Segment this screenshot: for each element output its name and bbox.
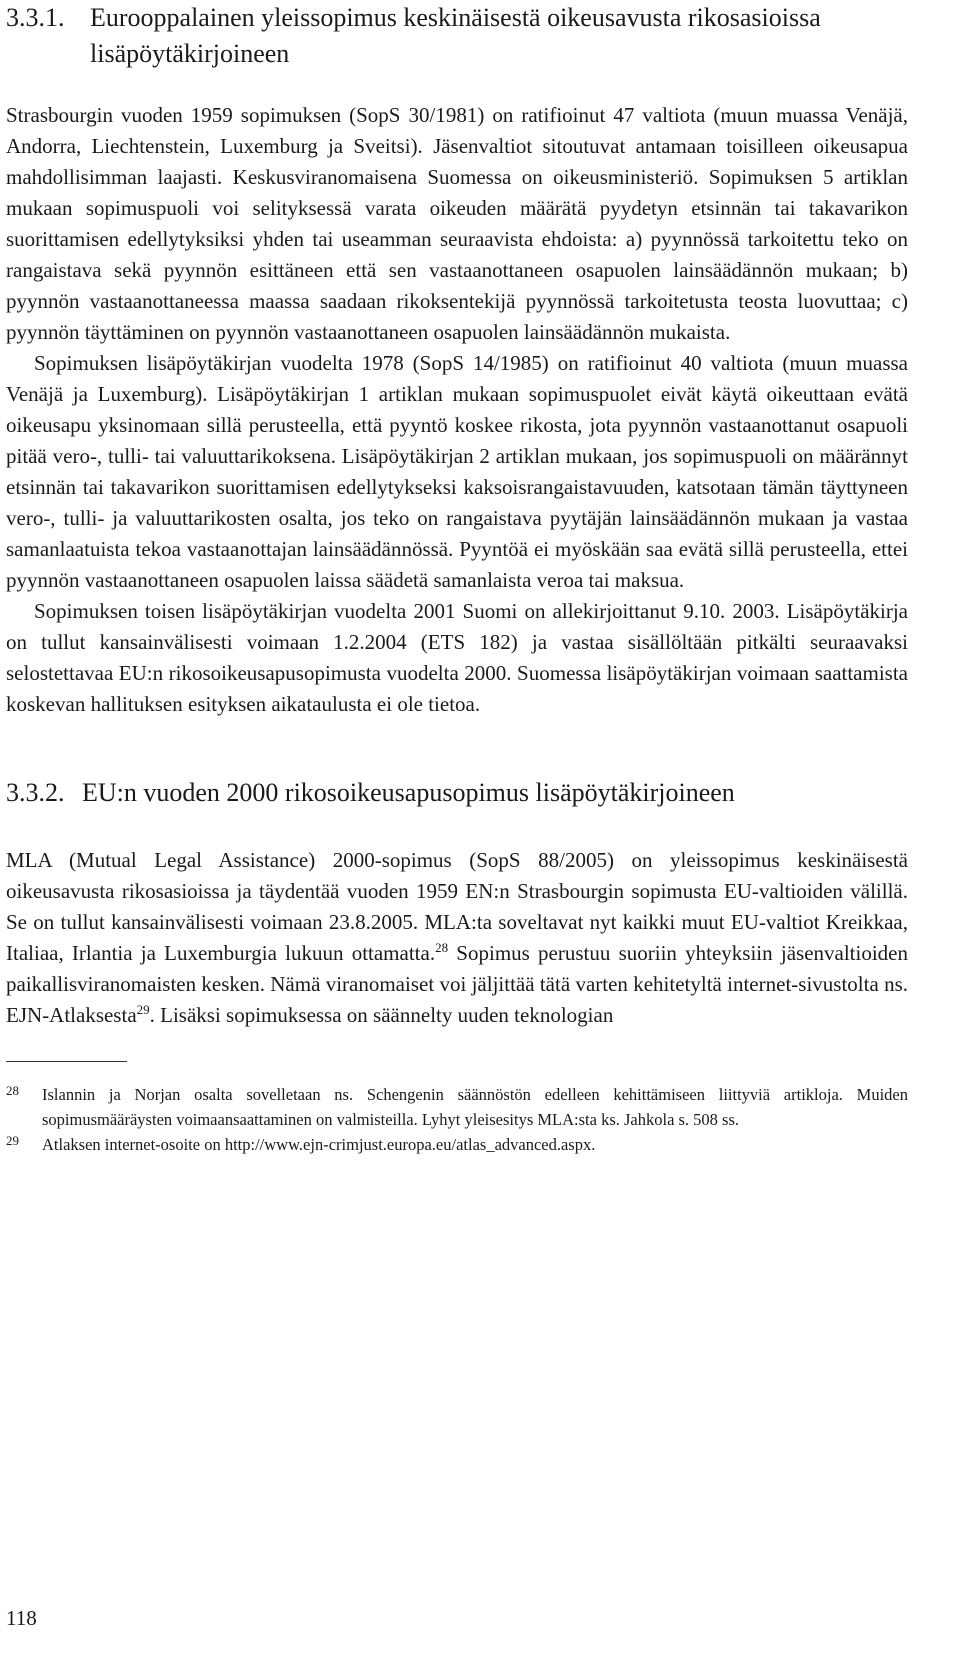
section-heading-3-3-1: [6, 0, 908, 72]
footnotes: [6, 1082, 908, 1157]
footnote-28: [6, 1082, 908, 1132]
footnote-text: Atlaksen internet-osoite on http://www.ejn-crimjust.europa.eu/atlas_advanced.aspx.: [42, 1135, 596, 1154]
paragraph-text: . Lisäksi sopimuksessa on säännelty uuden teknologian: [149, 1003, 614, 1027]
footnote-text: Islannin ja Norjan osalta sovelletaan ns. Schengenin säännöstön edelleen kehittämiseen liittyviä artikloja. Muiden sopimusmääräysten voimaansaattaminen on valmisteilla. Lyhyt yleisesitys MLA:sta ks. Jahkola s. 508 ss.: [42, 1085, 908, 1129]
section-heading-3-3-2: [6, 775, 908, 811]
paragraph-text: MLA (Mutual Legal Assistance) 2000-sopimus (SopS 88/2005) on yleissopimus keskinäisestä oikeusavusta rikosasioissa ja täydentää vuoden 1959 EN:n Strasbourgin sopimusta EU-valtioiden välillä. Se on tullut kansainvälisesti voimaan 23.8.2005. MLA:ta soveltavat nyt kaikki muut EU-valtiot Kreikkaa, Italiaa, Irlantia ja Luxemburgia lukuun ottamatta.: [6, 848, 908, 965]
footnote-divider: [6, 1061, 127, 1062]
document-page: [6, 0, 908, 1157]
page-number: 118: [6, 1606, 37, 1630]
section-number: 3.3.2.: [6, 778, 65, 807]
paragraph-second-protocol-2001: Sopimuksen toisen lisäpöytäkirjan vuodelta 2001 Suomi on allekirjoittanut 9.10. 2003. Lisäpöytäkirja on tullut kansainvälisesti voimaan 1.2.2004 (ETS 182) ja vastaa sisällöltään pitkälti seuraavaksi selostettavaa EU:n rikosoikeusapusopimusta vuodelta 2000. Suomessa lisäpöytäkirjan voimaan saattamista koskevan hallituksen esityksen aikataulusta ei ole tietoa.: [6, 599, 908, 716]
paragraph-strasbourg-1959: Strasbourgin vuoden 1959 sopimuksen (SopS 30/1981) on ratifioinut 47 valtiota (muun muassa Venäjä, Andorra, Liechtenstein, Luxemburg ja Sveitsi). Jäsenvaltiot sitoutuvat antamaan toisilleen oikeusapua mahdollisimman laajasti. Keskusviranomaisena Suomessa on oikeusministeriö. Sopimuksen 5 artiklan mukaan sopimuspuoli voi selityksessä varata oikeuden määrätä pyydetyn etsinnän tai takavarikon suorittamisen edellytyksiksi yhden tai useamman seuraavista ehdoista: a) pyynnössä tarkoitettu teko on rangaistava sekä pyynnön esittäneen että sen vastaanottaneen osapuolen lainsäädännön mukaan; b) pyynnön vastaanottaneessa maassa saadaan rikoksentekijä pyynnössä tarkoitetusta teosta luovuttaa; c) pyynnön täyttäminen on pyynnön vastaanottaneen osapuolen lainsäädännön mukaista.: [6, 103, 908, 344]
paragraph-text: Sopimus perustuu suoriin yhteyksiin jäsenvaltioiden paikallisviranomaisten kesken. Nämä viranomaiset voi jäljittää tätä varten kehitetyltä internet-sivustolta ns. EJN-Atlaksesta: [6, 941, 908, 1027]
section-title: Eurooppalainen yleissopimus keskinäisestä oikeusavusta rikosasioissa lisäpöytäkirjoineen: [90, 3, 821, 68]
footnote-number: 28: [6, 1083, 19, 1098]
section-title: EU:n vuoden 2000 rikosoikeusapusopimus lisäpöytäkirjoineen: [82, 778, 735, 807]
footnote-reference-29[interactable]: 29: [136, 1002, 150, 1017]
footnote-reference-28[interactable]: 28: [435, 940, 449, 955]
footnote-number: 29: [6, 1133, 19, 1148]
footnote-29: [6, 1132, 908, 1157]
paragraph-additional-protocol-1978: Sopimuksen lisäpöytäkirjan vuodelta 1978 (SopS 14/1985) on ratifioinut 40 valtiota (muun muassa Venäjä ja Luxemburg). Lisäpöytäkirjan 1 artiklan mukaan sopimuspuolet eivät käytä oikeuttaan evätä oikeusapu yksinomaan sillä perusteella, että pyyntö koskee rikosta, jota pyynnön vastaanottanut osapuoli pitää vero-, tulli- tai valuuttarikoksena. Lisäpöytäkirjan 2 artiklan mukaan, jos sopimuspuoli on määrännyt etsinnän tai takavarikon suorittamisen edellytykseksi kaksoisrangaistavuuden, katsotaan tämän täyttyneen vero-, tulli- ja valuuttarikosten osalta, jos teko on rangaistava pyytäjän lainsäädännön mukaan ja vastaa samanlaatuista tekoa vastaanottajan lainsäädännössä. Pyyntöä ei myöskään saa evätä sillä perusteella, ettei pyynnön vastaanottaneen osapuolen laissa säädetä samanlaista veroa tai maksua.: [6, 351, 908, 592]
paragraph-mla-2000: [6, 845, 908, 1031]
section-number: 3.3.1.: [6, 3, 65, 32]
